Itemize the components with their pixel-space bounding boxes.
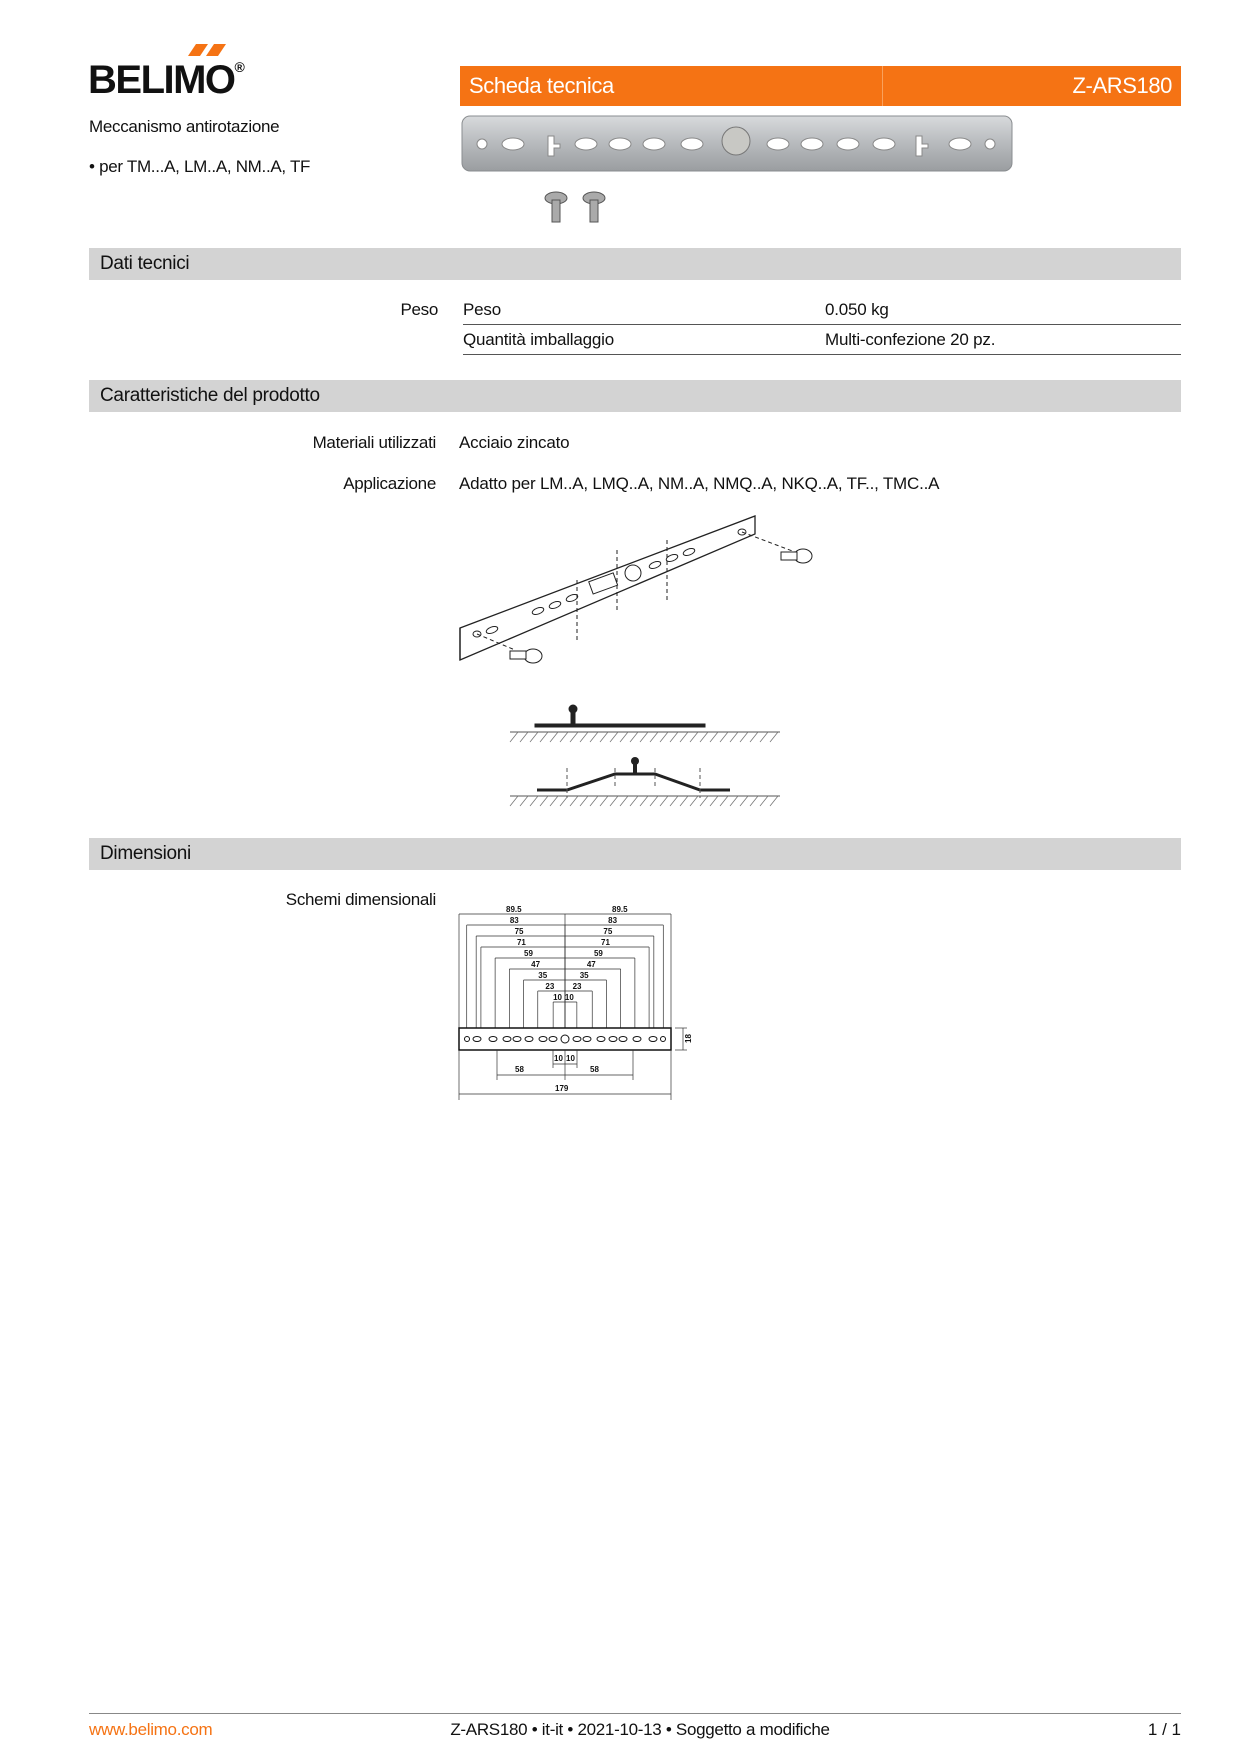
footer-website-link[interactable]: www.belimo.com	[89, 1720, 213, 1739]
strip-hole	[539, 1037, 547, 1042]
product-subtitle: Meccanismo antirotazione	[89, 117, 280, 136]
footer-doc-info: Z-ARS180 • it-it • 2021-10-13 • Soggetto a modifiche	[450, 1720, 830, 1739]
dim-top-left-0: 89.5	[506, 905, 522, 914]
section-title-dimensions: Dimensioni	[100, 843, 191, 864]
product-photo	[460, 114, 1020, 244]
strip-hole	[465, 1037, 470, 1042]
dim-top-left-6: 35	[538, 971, 548, 980]
strip-hole	[513, 1037, 521, 1042]
materials-value: Acciaio zincato	[459, 433, 570, 452]
dim-top-right-7: 23	[572, 982, 582, 991]
dim-top-right-2: 75	[603, 927, 613, 936]
dim-height: 18	[684, 1034, 693, 1043]
registered-mark: ®	[234, 59, 244, 75]
tech-row-1-value: 0.050 kg	[825, 300, 889, 319]
strip-hole	[525, 1037, 533, 1042]
tech-row-1-label: Peso	[463, 300, 501, 319]
banner-doc-type: Scheda tecnica	[469, 73, 614, 98]
strip-hole	[573, 1037, 581, 1042]
application-value: Adatto per LM..A, LMQ..A, NM..A, NMQ..A, NKQ..A, TF.., TMC..A	[459, 474, 940, 493]
section-header-tech	[89, 248, 1181, 280]
brand-name: BELIMO	[88, 58, 235, 102]
dim-bottom-left: 58	[515, 1065, 524, 1074]
dim-top-right-6: 35	[579, 971, 589, 980]
title-banner	[460, 66, 1181, 106]
strip-hole	[583, 1037, 591, 1042]
dim-top-right-8: 10	[564, 993, 574, 1002]
section-header-product	[89, 380, 1181, 412]
strip-hole	[503, 1037, 511, 1042]
dim-top-left-1: 83	[509, 916, 519, 925]
strip-hole	[549, 1037, 557, 1042]
dim-top-right-5: 47	[586, 960, 596, 969]
strip-hole	[473, 1037, 481, 1042]
belimo-logo	[88, 44, 248, 104]
strip-hole	[597, 1037, 605, 1042]
dim-top-right-4: 59	[593, 949, 603, 958]
strip-hole	[489, 1037, 497, 1042]
dim-bottom-center-right: 10	[566, 1054, 575, 1063]
dim-top-left-8: 10	[553, 993, 562, 1002]
application-label: Applicazione	[343, 474, 436, 493]
dim-total: 179	[555, 1084, 569, 1093]
tech-group-label: Peso	[400, 300, 438, 319]
dim-top-left-5: 47	[531, 960, 541, 969]
dim-bottom-center-left: 10	[554, 1054, 563, 1063]
product-applies-to: • per TM...A, LM..A, NM..A, TF	[89, 157, 311, 176]
dim-top-right-0: 89.5	[612, 905, 628, 914]
strip-hole	[609, 1037, 617, 1042]
dim-top-right-1: 83	[608, 916, 618, 925]
dim-top-left-3: 71	[516, 938, 526, 947]
banner-product-code: Z-ARS180	[1072, 73, 1172, 98]
diagram-label: Schemi dimensionali	[285, 890, 436, 909]
dim-top-left-7: 23	[545, 982, 555, 991]
section-title-tech: Dati tecnici	[100, 253, 190, 274]
dim-top-left-4: 59	[524, 949, 533, 958]
strip-hole	[619, 1037, 627, 1042]
strip-hole	[649, 1037, 657, 1042]
strip-hole	[661, 1037, 666, 1042]
section-title-product: Caratteristiche del prodotto	[100, 385, 320, 406]
mounting-drawing	[455, 510, 835, 820]
strip-hole	[633, 1037, 641, 1042]
dimension-drawing	[455, 900, 705, 1110]
footer-page-number: 1 / 1	[1147, 1720, 1181, 1739]
tech-row-2-value: Multi-confezione 20 pz.	[825, 330, 996, 349]
materials-label: Materiali utilizzati	[312, 433, 436, 452]
tech-row-2-label: Quantità imballaggio	[463, 330, 614, 349]
dim-top-right-3: 71	[601, 938, 610, 947]
dim-bottom-right: 58	[590, 1065, 599, 1074]
section-header-dimensions	[89, 838, 1181, 870]
center-pin-hole	[561, 1035, 569, 1043]
dim-top-left-2: 75	[514, 927, 524, 936]
